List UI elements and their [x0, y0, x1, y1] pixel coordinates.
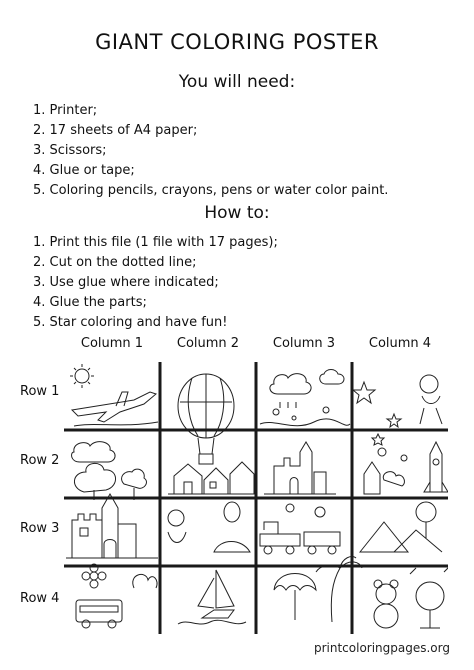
- poster-title: GIANT COLORING POSTER: [95, 30, 379, 54]
- row-label: Row 2: [20, 453, 60, 468]
- poster-preview-grid: [64, 362, 448, 634]
- flower-icon: [82, 564, 157, 588]
- star-icon: [353, 375, 442, 445]
- howto-item: 4. Glue the parts;: [33, 295, 147, 310]
- need-item: 4. Glue or tape;: [33, 163, 135, 178]
- need-list: [33, 101, 388, 201]
- sun-icon: [70, 364, 94, 388]
- airplane-icon: [72, 392, 158, 426]
- house-icon: [168, 462, 256, 494]
- cloud-icon: [270, 370, 344, 409]
- column-label: Column 2: [176, 336, 240, 351]
- column-label: Column 1: [80, 336, 144, 351]
- column-label: Column 4: [368, 336, 432, 351]
- hot-air-balloon-icon: [178, 374, 234, 464]
- umbrella-icon: [274, 574, 316, 621]
- bus-icon: [76, 600, 122, 628]
- poster-illustration: [64, 362, 448, 634]
- howto-item: 2. Cut on the dotted line;: [33, 255, 197, 270]
- howto-item: 5. Star coloring and have fun!: [33, 315, 228, 330]
- cloud-icon: [72, 442, 116, 462]
- row-label: Row 1: [20, 384, 60, 399]
- howto-item: 1. Print this file (1 file with 17 pages);: [33, 235, 278, 250]
- castle-icon: [264, 442, 336, 494]
- sailboat-icon: [178, 570, 246, 624]
- need-item: 3. Scissors;: [33, 143, 107, 158]
- need-item: 5. Coloring pencils, crayons, pens or water color paint.: [33, 183, 389, 198]
- row-label: Row 3: [20, 521, 60, 536]
- column-label: Column 3: [272, 336, 336, 351]
- howto-heading: How to:: [204, 203, 270, 223]
- footer-site-name: printcoloringpages.org: [313, 641, 450, 655]
- need-item: 2. 17 sheets of A4 paper;: [33, 123, 198, 138]
- rocket-icon: [424, 442, 448, 492]
- castle-icon: [66, 494, 158, 558]
- need-item: 1. Printer;: [33, 103, 98, 118]
- howto-item: 3. Use glue where indicated;: [33, 275, 219, 290]
- howto-list: [33, 233, 278, 333]
- row-label: Row 4: [20, 591, 60, 606]
- need-heading: You will need:: [178, 72, 296, 92]
- teddy-bear-icon: [374, 580, 398, 628]
- column-labels: [64, 336, 448, 354]
